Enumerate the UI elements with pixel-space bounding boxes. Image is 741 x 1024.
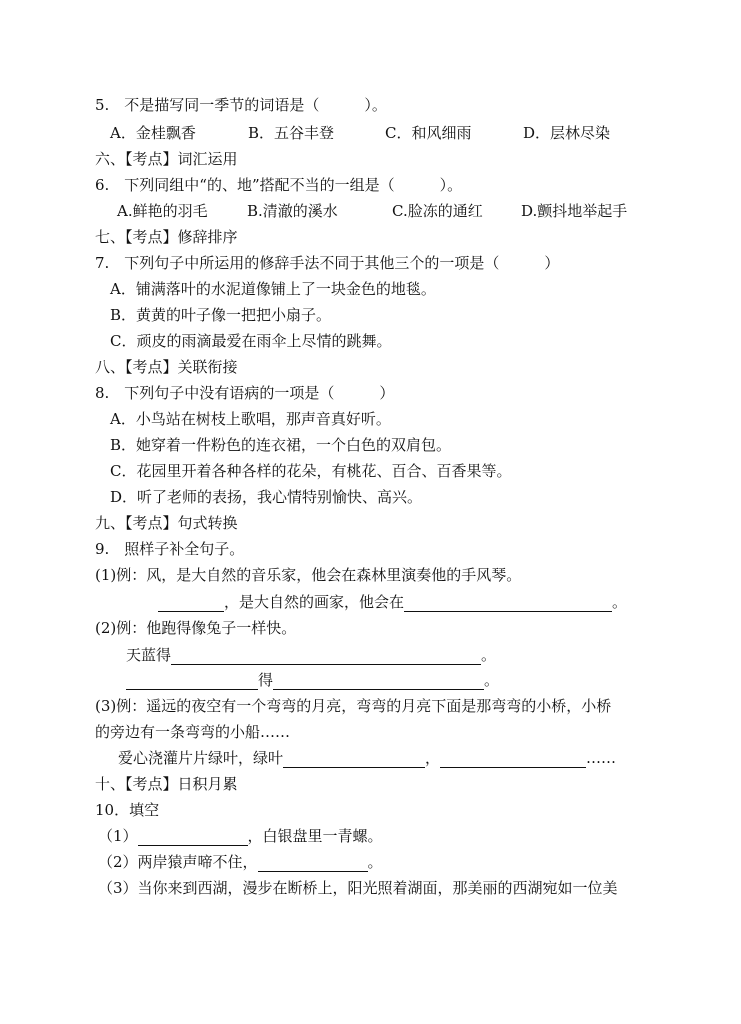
question-6: 6. 下列同组中“的、地”搭配不当的一组是（ ）。 — [95, 176, 463, 194]
q10-item-3: （3）当你来到西湖，漫步在断桥上，阳光照着湖面，那美丽的西湖宛如一位美 — [98, 879, 618, 897]
q5-option-c: C．和风细雨 — [385, 124, 472, 142]
q6-option-b: B.清澈的溪水 — [247, 202, 338, 220]
answer-blank[interactable] — [126, 673, 258, 690]
q9-part3-example-line1: (3)例：遥远的夜空有一个弯弯的月亮，弯弯的月亮下面是那弯弯的小桥，小桥 — [95, 697, 612, 715]
q9-part2-start: 天蓝得 — [126, 646, 172, 664]
q10-item-1-text: ，白银盘里一青螺。 — [247, 827, 383, 845]
q9-part2-example: (2)例：他跑得像兔子一样快。 — [95, 619, 297, 637]
question-5: 5. 不是描写同一季节的词语是（ ）。 — [95, 96, 387, 114]
q9-part3-answer-line — [118, 748, 616, 768]
answer-blank[interactable] — [158, 595, 224, 612]
q8-option-a: A．小鸟站在树枝上歌唱，那声音真好听。 — [110, 410, 391, 428]
q9-part1-middle: ，是大自然的画家，他会在 — [224, 593, 405, 611]
answer-blank[interactable] — [283, 751, 425, 768]
q8-option-d: D．听了老师的表扬，我心情特别愉快、高兴。 — [110, 488, 423, 506]
question-7: 7. 下列句子中所运用的修辞手法不同于其他三个的一项是（ ） — [95, 254, 560, 272]
answer-blank[interactable] — [440, 751, 586, 768]
q9-part2-middle: 得 — [258, 671, 274, 689]
q5-option-d: D．层林尽染 — [523, 124, 611, 142]
q9-part2-answer-line-2 — [126, 670, 499, 690]
section-9-heading: 九、【考点】句式转换 — [95, 514, 238, 532]
q10-item-1 — [98, 826, 383, 846]
q9-part2-answer-line-1 — [126, 645, 496, 665]
q10-item-1-number: （1） — [98, 827, 138, 845]
q10-item-2-end: 。 — [367, 853, 383, 871]
section-7-heading: 七、【考点】修辞排序 — [95, 228, 238, 246]
q7-option-b: B．黄黄的叶子像一把把小扇子。 — [110, 306, 332, 324]
question-5-options — [0, 123, 741, 143]
q9-part2-end-2: 。 — [484, 671, 500, 689]
q5-option-b: B．五谷丰登 — [248, 124, 335, 142]
answer-blank[interactable] — [138, 829, 248, 846]
q10-item-2-text: （2）两岸猿声啼不住， — [98, 853, 258, 871]
q6-option-a: A.鲜艳的羽毛 — [117, 202, 208, 220]
section-8-heading: 八、【考点】关联衔接 — [95, 358, 238, 376]
q9-part3-example-line2: 的旁边有一条弯弯的小船…… — [95, 723, 291, 741]
q9-part3-start: 爱心浇灌片片绿叶，绿叶 — [118, 749, 284, 767]
answer-blank[interactable] — [258, 855, 368, 872]
q9-part1-end: 。 — [612, 593, 628, 611]
q10-item-2 — [98, 852, 383, 872]
q7-option-c: C．顽皮的雨滴最爱在雨伞上尽情的跳舞。 — [110, 332, 392, 350]
question-9: 9. 照样子补全句子。 — [95, 540, 245, 558]
q9-part3-end: …… — [586, 749, 617, 767]
q6-option-d: D.颤抖地举起手 — [521, 202, 628, 220]
answer-blank[interactable] — [171, 648, 481, 665]
q9-part3-comma: ， — [425, 749, 441, 767]
answer-blank[interactable] — [273, 673, 484, 690]
q9-part2-end: 。 — [481, 646, 497, 664]
q5-option-a: A．金桂飘香 — [110, 124, 196, 142]
q6-option-c: C.脸冻的通红 — [392, 202, 483, 220]
q8-option-c: C．花园里开着各种各样的花朵，有桃花、百合、百香果等。 — [110, 462, 512, 480]
question-6-options — [0, 201, 741, 221]
section-10-heading: 十、【考点】日积月累 — [95, 775, 238, 793]
q7-option-a: A．铺满落叶的水泥道像铺上了一块金色的地毯。 — [110, 280, 436, 298]
q9-part1-answer-line — [158, 592, 627, 612]
q8-option-b: B．她穿着一件粉色的连衣裙，一个白色的双肩包。 — [110, 436, 452, 454]
question-10: 10．填空 — [95, 801, 160, 819]
q9-part1-example: (1)例：风，是大自然的音乐家，他会在森林里演奏他的手风琴。 — [95, 566, 522, 584]
section-6-heading: 六、【考点】词汇运用 — [95, 150, 238, 168]
answer-blank[interactable] — [404, 595, 612, 612]
question-8: 8. 下列句子中没有语病的一项是（ ） — [95, 384, 395, 402]
